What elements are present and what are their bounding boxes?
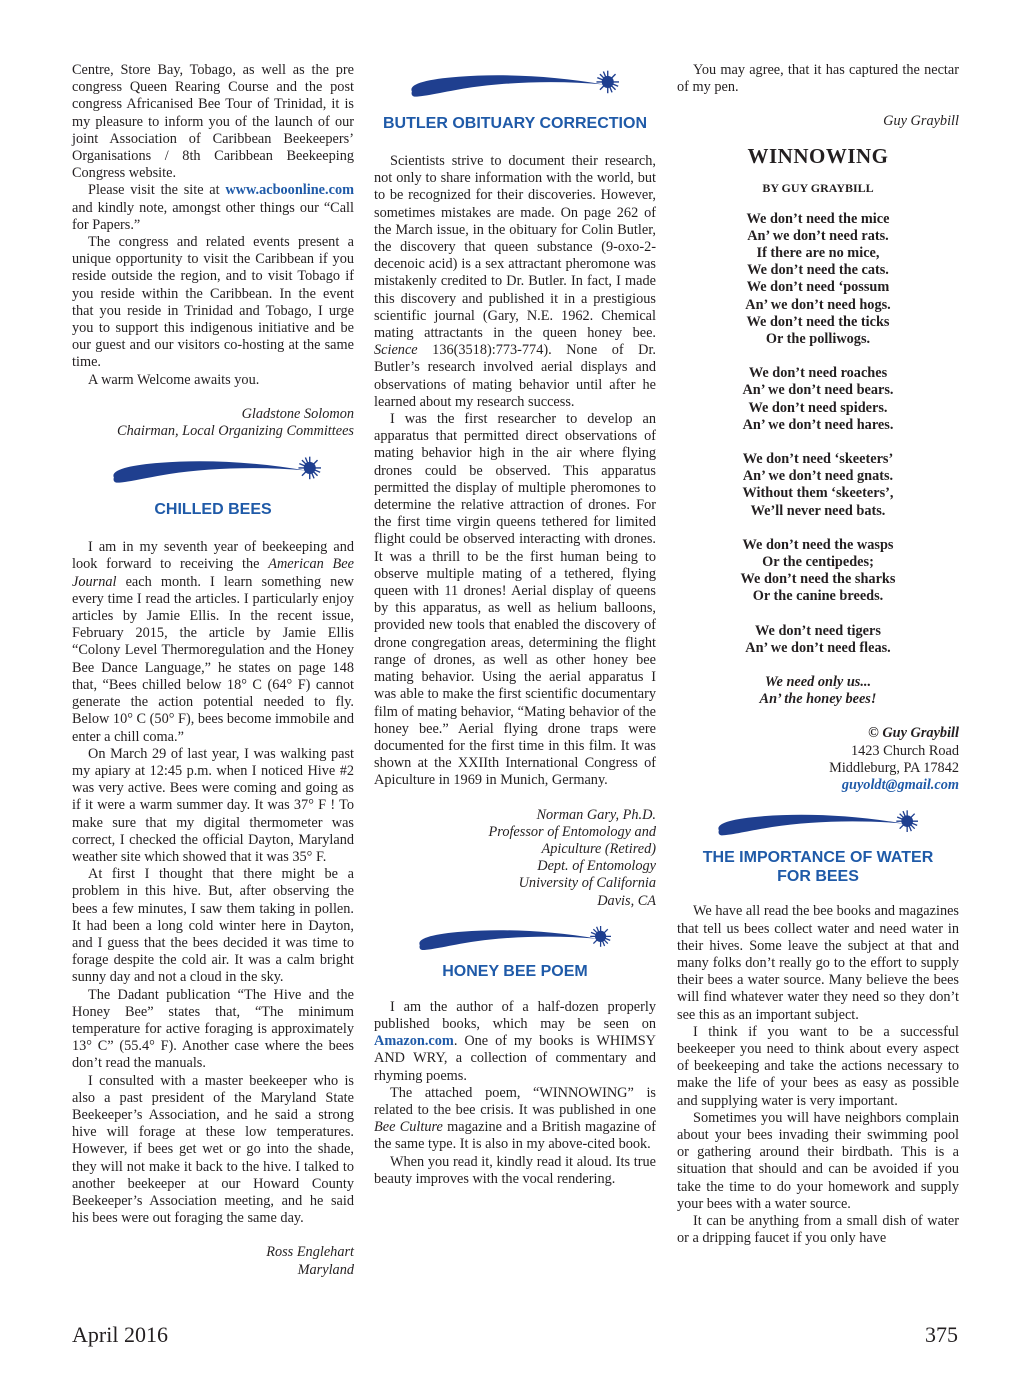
signature-title: Chairman, Local Organizing Committees bbox=[117, 423, 354, 440]
footer-page-number: 375 bbox=[925, 1322, 958, 1347]
section-divider bbox=[374, 62, 656, 114]
chilled-paragraph-4: The Dadant publication “The Hive and the Honey Bee” states that, “The minimum temperature for active foraging is approximately 13° C” (55.4° F). Another case where the bees don’t read the manuals. bbox=[72, 986, 354, 1072]
poem-body bbox=[677, 211, 959, 709]
section-divider bbox=[677, 802, 959, 848]
intro-paragraph-1: Centre, Store Bay, Tobago, as well as the pre congress Queen Rearing Course and the post congress Africanised Bee Tour of Trinidad, it is my pleasure to inform you of the launch of our joint Association of Caribbean Beekeepers’ Organisations / 8th Caribbean Beekeeping Congress website. bbox=[72, 62, 354, 182]
author-contact bbox=[677, 725, 959, 794]
poem-continued-paragraph: You may agree, that it has captured the nectar of my pen. bbox=[677, 62, 959, 96]
poem-line: Or the canine breeds. bbox=[752, 588, 884, 605]
water-paragraph-4: It can be anything from a small dish of water or a dripping faucet if you only have bbox=[677, 1212, 959, 1247]
water-heading-line-1: THE IMPORTANCE OF WATER bbox=[702, 849, 934, 867]
bee-swoosh-icon bbox=[677, 802, 959, 848]
water-paragraph-2: I think if you want to be a successful beekeeper you need to think about every aspect of beekeeping and take the actions necessary to make the life of your bees as easy as possible and supplying water is very important. bbox=[677, 1023, 959, 1109]
bee-culture-magazine: Bee Culture bbox=[374, 1119, 443, 1136]
butler-heading: BUTLER OBITUARY CORRECTION bbox=[383, 115, 647, 132]
poem-intro-paragraph-2 bbox=[374, 1085, 656, 1154]
poem-line: We don’t need ‘skeeters’ bbox=[742, 451, 894, 468]
poem-line: We don’t need ‘possum bbox=[746, 279, 890, 296]
science-journal: Science bbox=[374, 342, 418, 359]
poem-line: An’ the honey bees! bbox=[759, 691, 877, 708]
poem-intro-paragraph-3: When you read it, kindly read it aloud. Its true beauty improves with the vocal rendering. bbox=[374, 1153, 656, 1187]
column-left bbox=[72, 62, 354, 1279]
water-paragraph-1: We have all read the bee books and magazines that tell us bees collect water and need water in their hives. Some leave the subject at that and many folks don’t really go to the effort to supply their bees a water source. Many believe the bees will find whatever water they need so they don’t see this as an important subject. bbox=[677, 903, 959, 1023]
amazon-link[interactable]: Amazon.com bbox=[374, 1033, 454, 1050]
section-divider bbox=[72, 448, 354, 500]
poem-line: We’ll never need bats. bbox=[750, 502, 886, 519]
poem-line: If there are no mice, bbox=[756, 245, 880, 262]
footer-date: April 2016 bbox=[72, 1322, 168, 1347]
poem-line: An’ we don’t need gnats. bbox=[742, 468, 894, 485]
butler-sig-line-3: Apiculture (Retired) bbox=[541, 840, 656, 857]
poem-stanza bbox=[677, 451, 959, 520]
poem-line: An’ we don’t need hares. bbox=[742, 416, 894, 433]
water-paragraph-3: Sometimes you will have neighbors complain about your bees invading their swimming pool or gathering around their birdbath. This is a situation that should and can be avoided if you take the time to do your homework and supply your bees with a water source. bbox=[677, 1109, 959, 1212]
butler-p1-a: Scientists strive to document their research, not only to share information with the world, but to be recognized for their discoveries. However, sometimes mistakes are made. On page 262 of the March issue, in the obituary for Colin Butler, the discovery that queen substance (9-oxo-2-decenoic acid) is a sex attractant pheromone was mistakenly credited to Dr. Butler. In fact, I made this discovery and published it in a prestigious scientific journal (Gary, N.E. 1962. Chemical mating attractants in the queen honey bee. bbox=[374, 153, 656, 342]
poem-p2-b: magazine and a British magazine of the same type. It is also in my above-cited book. bbox=[374, 1119, 656, 1153]
poem-stanza bbox=[677, 623, 959, 657]
intro-paragraph-2 bbox=[72, 182, 354, 234]
poem-stanza bbox=[677, 537, 959, 606]
water-heading-line-2: FOR BEES bbox=[777, 868, 859, 886]
chilled-p1-a: I am in my seventh year of beekeeping and look forward to receiving the bbox=[72, 539, 354, 573]
column-middle bbox=[374, 62, 656, 1188]
poem-stanza bbox=[677, 211, 959, 349]
poem-intro-paragraph-1 bbox=[374, 999, 656, 1085]
poem-p2-a: The attached poem, “WINNOWING” is related to the bee crisis. It was published in one bbox=[374, 1084, 656, 1118]
poem-stanza bbox=[677, 365, 959, 434]
poem-final-stanza bbox=[677, 674, 959, 708]
poem-line: Without them ‘skeeters’, bbox=[742, 485, 894, 502]
chilled-paragraph-1 bbox=[72, 539, 354, 745]
poem-p1-b: . One of my books is WHIMSY AND WRY, a collection of commentary and rhyming poems. bbox=[374, 1033, 656, 1084]
butler-sig-line-6: Davis, CA bbox=[597, 892, 656, 909]
butler-p1-b: 136(3518):773-774). None of Dr. Butler’s research involved aerial displays and observations of mating behavior until after he learned about my research success. bbox=[374, 342, 656, 410]
poem-line: We don’t need the mice bbox=[746, 210, 890, 227]
journal-title: American Bee Journal bbox=[72, 556, 354, 590]
poem-line: We don’t need tigers bbox=[755, 622, 881, 639]
bee-swoosh-icon bbox=[374, 918, 656, 962]
bee-swoosh-icon bbox=[72, 448, 354, 500]
chilled-paragraph-2: On March 29 of last year, I was walking past my apiary at 12:45 p.m. when I noticed Hive #2 was very active. Bees were coming and going as if it were a warm summer day. It was 37° F ! To make sure that my digital thermometer was correct, I checked the official Dayton, Maryland weather site which showed that it was 35° F. bbox=[72, 745, 354, 865]
poem-p1-a: I am the author of a half-dozen properly published books, which may be seen on bbox=[374, 998, 656, 1032]
email-link[interactable]: guyoldt@gmail.com bbox=[841, 777, 959, 794]
chilled-signature-place: Maryland bbox=[297, 1261, 354, 1278]
butler-sig-line-5: University of California bbox=[518, 875, 656, 892]
honey-bee-poem-heading: HONEY BEE POEM bbox=[442, 962, 588, 980]
poem-line: An’ we don’t need rats. bbox=[747, 227, 889, 244]
intro-p2-pre: Please visit the site at bbox=[88, 182, 226, 199]
address-line-2: Middleburg, PA 17842 bbox=[829, 759, 959, 776]
poem-line: An’ we don’t need hogs. bbox=[745, 296, 891, 313]
poem-line: We don’t need the wasps bbox=[742, 536, 894, 553]
address-line-1: 1423 Church Road bbox=[850, 742, 959, 759]
butler-paragraph-2: I was the first researcher to develop an apparatus that permitted direct observations of mating behavior high in the air where flying drones could be observed. This apparatus permitted the display of multiple pheromones to determine the relative attraction of drones. For the first time virgin queens tethered for limited flight could be observed interacting with drones. It was a thrill to be the first human being to observe multiple mating of a tethered, flying queen with 11 drones! Aerial display of queens by this apparatus, as well as helium balloons, provided new tools that enabled the discovery of drone congregation areas, determining the flight range of drones, as well as other honey bee mating behavior. Using the aerial apparatus I was able to make the first scientific documentary film of mating behavior, “Mating behavior of the honey bee.” Aerial flying drone traps were documented for the first time in this film. It was shown at the XXIIth International Congress of Apiculture in 1969 in Munich, Germany. bbox=[374, 411, 656, 789]
intro-paragraph-3: The congress and related events present a unique opportunity to visit the Caribbean if you reside outside the region, and to visit Tobago if you reside within the Caribbean. In the event that you reside in Trinidad and Tobago, I urge you to support this indigenous initiative and be our guest and our visitors co-hosting at the same time. bbox=[72, 234, 354, 371]
intro-p2-post: and kindly note, amongst other things our “Call for Papers.” bbox=[72, 199, 354, 233]
chilled-signature-name: Ross Englehart bbox=[266, 1244, 354, 1261]
poem-line: We don’t need the ticks bbox=[746, 313, 890, 330]
butler-sig-line-2: Professor of Entomology and bbox=[488, 823, 656, 840]
poem-line: We don’t need the cats. bbox=[747, 262, 889, 279]
poem-line: An’ we don’t need fleas. bbox=[745, 639, 891, 656]
poem-line: We don’t need the sharks bbox=[740, 571, 896, 588]
signature-name: Gladstone Solomon bbox=[241, 405, 354, 422]
poem-line: Or the centipedes; bbox=[762, 554, 874, 571]
chilled-paragraph-3: At first I thought that there might be a problem in this hive. But, after observing the bees a few minutes, I saw them taking in pollen. It had been a long cold winter here in Dayton, and I guess that the bees decided it was time to forage despite the cold air. It was a calm bright sunny day and not a cloud in the sky. bbox=[72, 866, 354, 986]
poem-line: We don’t need roaches bbox=[748, 365, 888, 382]
section-divider bbox=[374, 918, 656, 962]
poem-byline: BY GUY GRAYBILL bbox=[762, 180, 874, 195]
acboonline-link[interactable]: www.acboonline.com bbox=[225, 182, 354, 199]
bee-swoosh-icon bbox=[374, 62, 656, 114]
poem-continued-signature: Guy Graybill bbox=[883, 113, 959, 130]
poem-line: Or the polliwogs. bbox=[765, 331, 871, 348]
chilled-paragraph-5: I consulted with a master beekeeper who is also a past president of the Maryland State Beekeeper’s Association, and he said a strong hive will forage at these low temperatures. However, if bees get wet or go into the shade, they will not make it back to the hive. I talked to another beekeeper at our Howard County Beekeeper’s Association meeting, and he said his bees were out foraging the same day. bbox=[72, 1072, 354, 1227]
poem-line: An’ we don’t need bears. bbox=[742, 382, 894, 399]
butler-paragraph-1 bbox=[374, 153, 656, 411]
copyright-line: © Guy Graybill bbox=[868, 725, 959, 742]
butler-sig-line-1: Norman Gary, Ph.D. bbox=[536, 806, 656, 823]
column-right bbox=[677, 62, 959, 1247]
poem-line: We don’t need spiders. bbox=[748, 399, 888, 416]
poem-line: We need only us... bbox=[764, 674, 872, 691]
chilled-p1-b: each month. I learn something new every time I read the articles. I particularly enjoy articles by Jamie Ellis. In the recent issue, February 2015, the article by Jamie Ellis “Colony Level Thermoregulation and the Honey Bee Dance Language,” he states on page 148 that, “Bees chilled below 18° C (64° F) cannot generate the action potential needed to fly. Below 10° C (50° F), bees become immobile and enter a chill coma.” bbox=[72, 573, 354, 745]
poem-title: WINNOWING bbox=[747, 143, 889, 168]
intro-paragraph-4: A warm Welcome awaits you. bbox=[88, 371, 260, 388]
butler-sig-line-4: Dept. of Entomology bbox=[537, 858, 656, 875]
chilled-bees-heading: CHILLED BEES bbox=[154, 501, 272, 519]
